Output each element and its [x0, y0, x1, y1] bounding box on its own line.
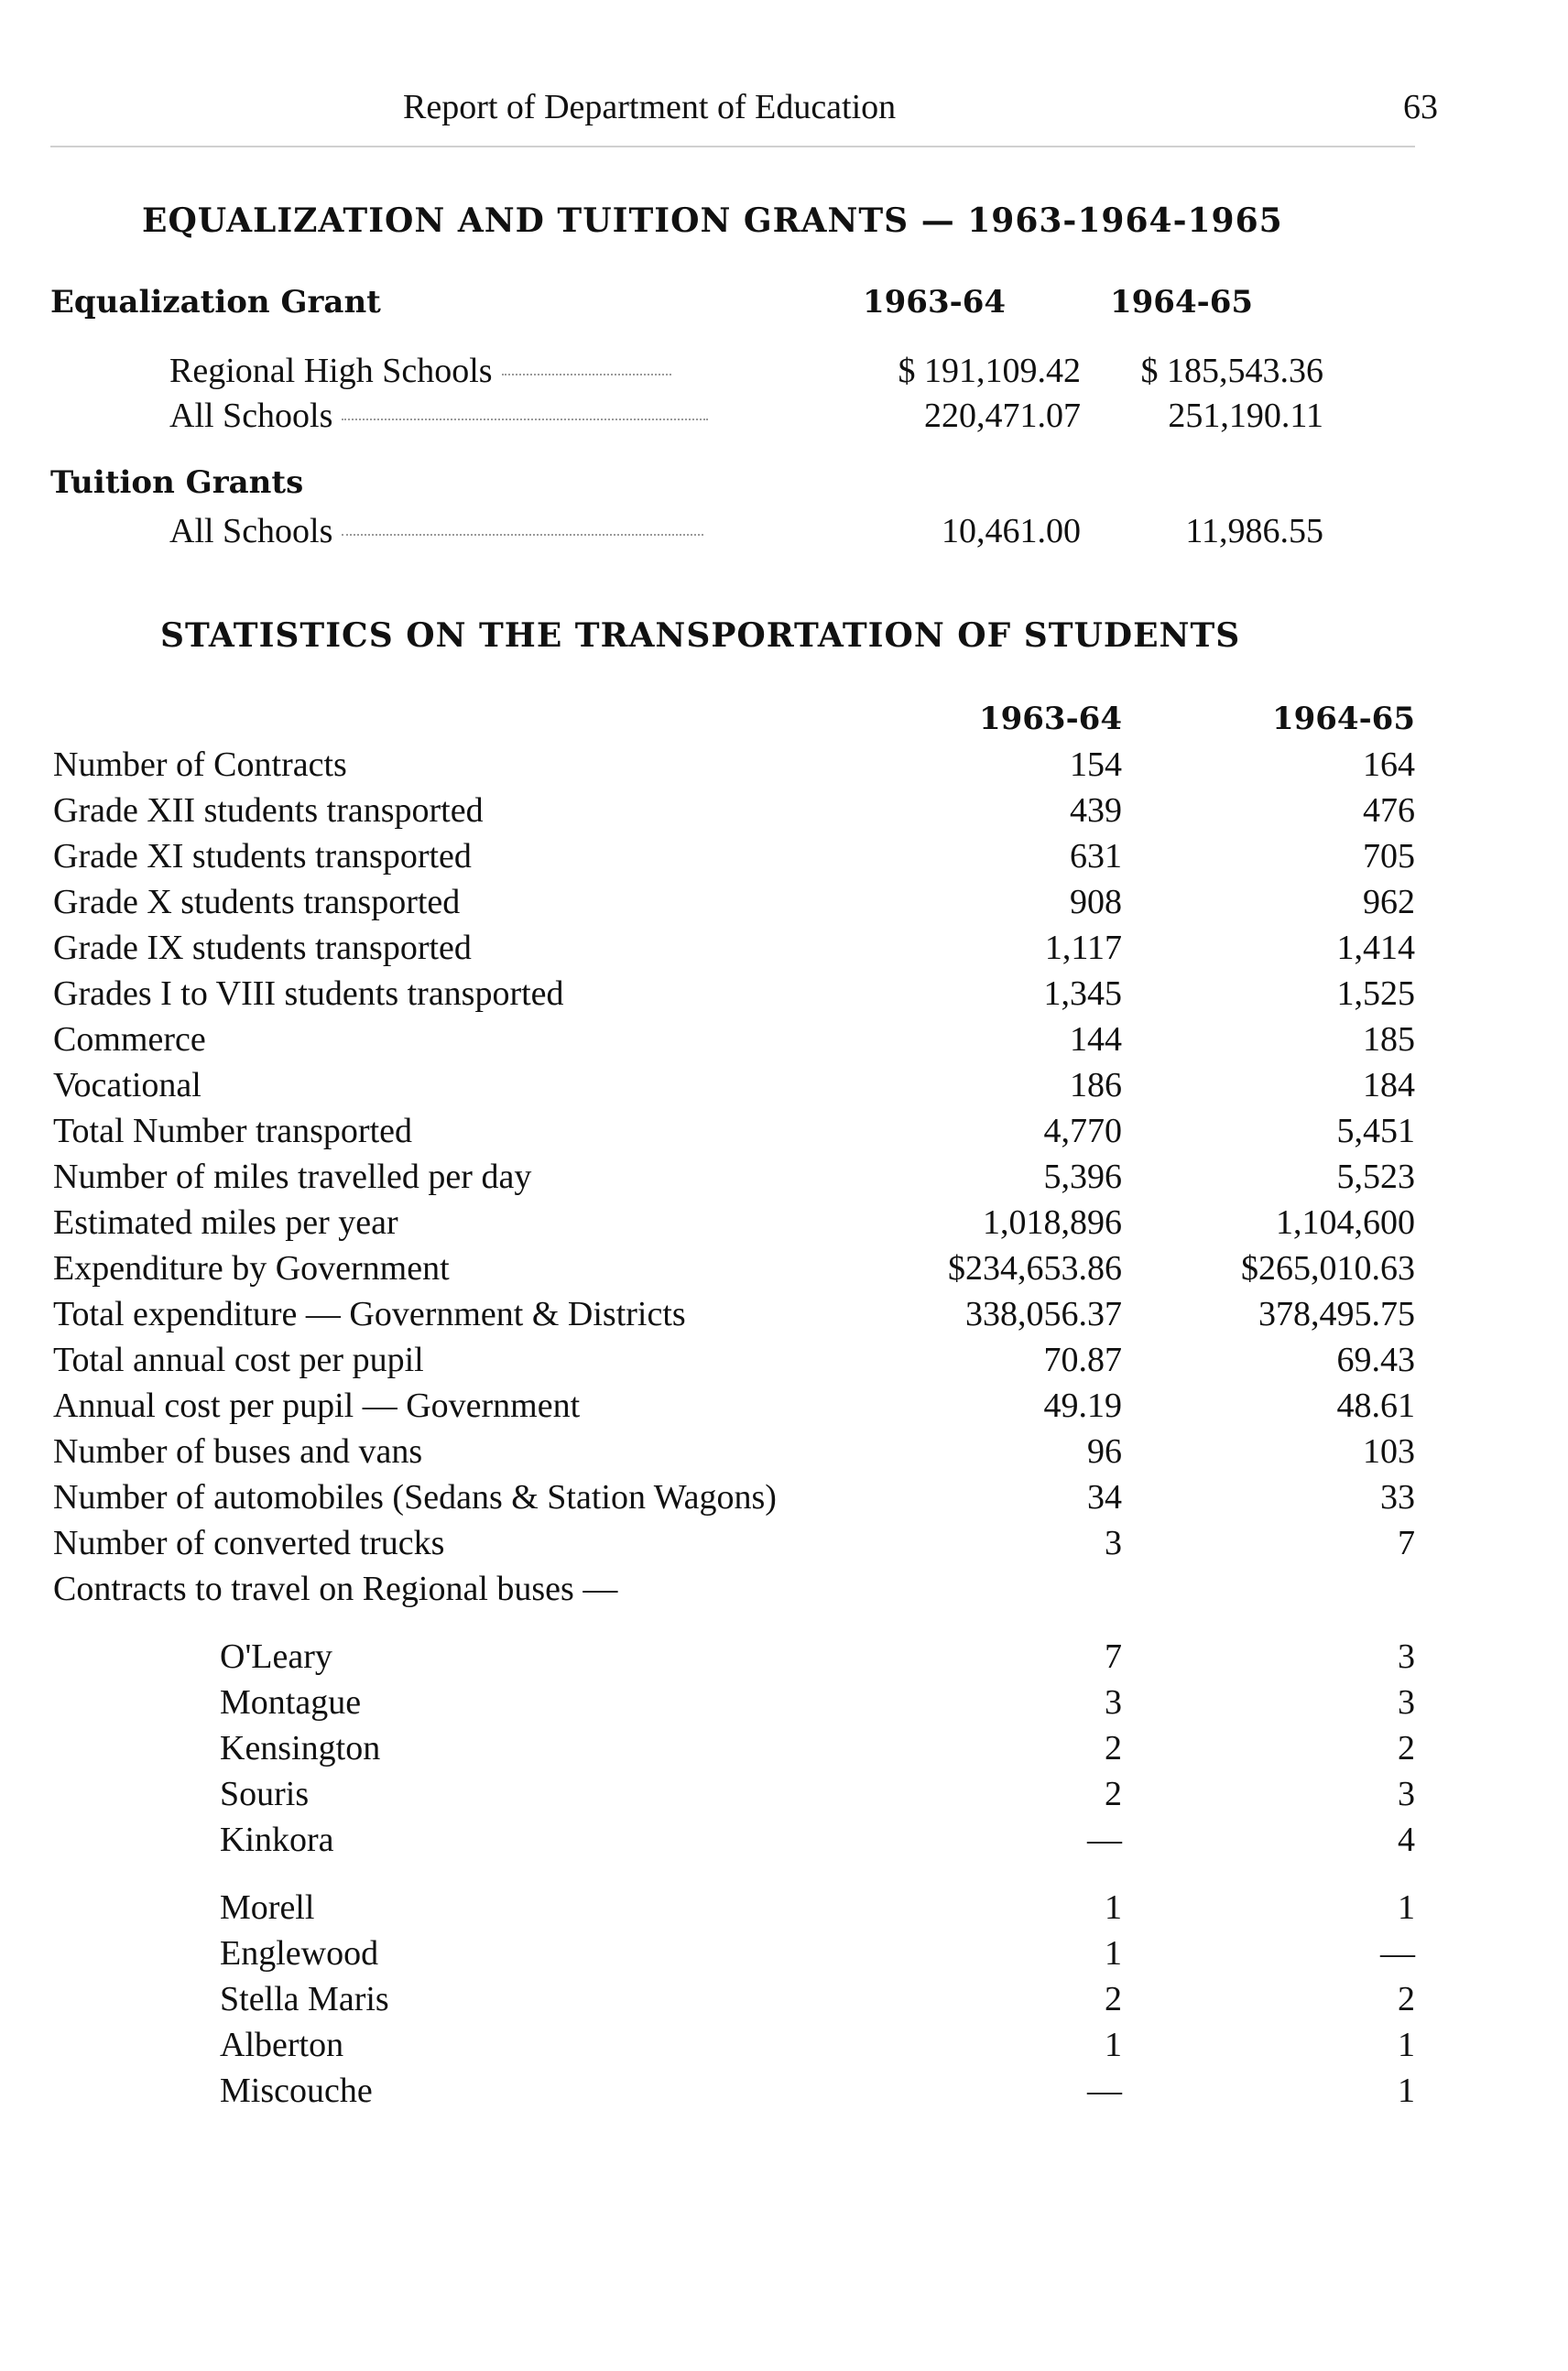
- transport-row-value-1963-64: 154: [1070, 745, 1122, 784]
- transport-row-value-1964-65: 1,525: [1336, 974, 1415, 1013]
- transport-row-label: Number of automobiles (Sedans & Station Wagons): [53, 1478, 777, 1517]
- grant-row-regional-high-schools: [169, 351, 671, 391]
- tuition-grants-heading: Tuition Grants: [50, 464, 304, 501]
- running-head-title: Report of Department of Education: [403, 88, 897, 126]
- transport-row-value-1963-64: 1,018,896: [983, 1203, 1122, 1242]
- grant-row-value-1964-65: $ 185,543.36: [1140, 352, 1323, 390]
- regional-row-value-1963-64: 1: [1105, 1934, 1122, 1973]
- regional-row-label: Englewood: [220, 1934, 379, 1973]
- transport-row-value-1964-65: 378,495.75: [1258, 1295, 1415, 1333]
- regional-row-value-1964-65: 3: [1398, 1683, 1415, 1722]
- regional-row-value-1964-65: 2: [1398, 1980, 1415, 2018]
- transport-col-1963-64: 1963-64: [978, 701, 1122, 737]
- regional-row-label: Morell: [220, 1888, 315, 1927]
- transport-row-label: Vocational: [53, 1066, 201, 1104]
- transport-row-value-1964-65: 5,523: [1336, 1158, 1415, 1196]
- regional-row-value-1964-65: 2: [1398, 1729, 1415, 1767]
- regional-row-label: Montague: [220, 1683, 362, 1722]
- regional-row-value-1963-64: 2: [1105, 1980, 1122, 2018]
- grant-row-label: Regional High Schools: [169, 352, 493, 390]
- regional-row-label: Kinkora: [220, 1821, 334, 1859]
- transport-row-label: Grades I to VIII students transported: [53, 974, 564, 1013]
- transport-row-label: Number of converted trucks: [53, 1524, 445, 1562]
- transport-row-value-1964-65: 69.43: [1336, 1341, 1415, 1379]
- transport-row-label: Total expenditure — Government & Districts: [53, 1295, 686, 1333]
- transport-row-label: Annual cost per pupil — Government: [53, 1387, 581, 1425]
- transport-row-value-1963-64: 96: [1087, 1432, 1122, 1471]
- transport-row-value-1963-64: 1,345: [1043, 974, 1122, 1013]
- regional-row-value-1963-64: 1: [1105, 2026, 1122, 2064]
- transport-row-value-1963-64: 49.19: [1043, 1387, 1122, 1425]
- transport-row-value-1964-65: 185: [1363, 1020, 1415, 1059]
- transport-row-label: Grade XI students transported: [53, 837, 472, 876]
- grant-row-all-schools: [169, 396, 708, 436]
- transport-row-value-1963-64: $234,653.86: [948, 1249, 1122, 1288]
- dot-leader: [502, 373, 671, 375]
- transport-row-label: Grade XII students transported: [53, 791, 484, 830]
- transport-row-label: Grade IX students transported: [53, 929, 472, 967]
- regional-row-label: O'Leary: [220, 1637, 332, 1676]
- grant-row-value-1963-64: $ 191,109.42: [898, 352, 1081, 390]
- transport-row-value-1964-65: 103: [1363, 1432, 1415, 1471]
- transport-row-value-1963-64: 186: [1070, 1066, 1122, 1104]
- equalization-grant-heading: Equalization Grant: [50, 284, 381, 321]
- transport-row-label: Grade X students transported: [53, 883, 461, 921]
- grants-col-1963-64: 1963-64: [862, 284, 1007, 321]
- transport-row-label: Number of buses and vans: [53, 1432, 423, 1471]
- regional-row-label: Kensington: [220, 1729, 381, 1767]
- regional-row-value-1964-65: 1: [1398, 1888, 1415, 1927]
- grant-row-value-1963-64: 220,471.07: [924, 397, 1081, 435]
- transport-row-label: Total Number transported: [53, 1112, 413, 1150]
- transport-row-value-1964-65: 7: [1398, 1524, 1415, 1562]
- regional-row-value-1963-64: 7: [1105, 1637, 1122, 1676]
- regional-row-value-1963-64: 1: [1105, 1888, 1122, 1927]
- regional-row-value-1964-65: 3: [1398, 1775, 1415, 1813]
- grants-col-1964-65: 1964-65: [1109, 284, 1254, 321]
- transport-row-value-1964-65: 164: [1363, 745, 1415, 784]
- regional-row-value-1963-64: 2: [1105, 1775, 1122, 1813]
- transport-row-label: Estimated miles per year: [53, 1203, 398, 1242]
- tuition-row-all-schools: [169, 511, 703, 551]
- header-rule: [50, 146, 1415, 147]
- tuition-row-value-1964-65: 11,986.55: [1185, 512, 1323, 550]
- transport-row-value-1963-64: 4,770: [1043, 1112, 1122, 1150]
- regional-row-label: Miscouche: [220, 2072, 373, 2110]
- transport-row-value-1963-64: 5,396: [1043, 1158, 1122, 1196]
- transport-row-value-1963-64: 34: [1087, 1478, 1122, 1517]
- grants-title: EQUALIZATION AND TUITION GRANTS — 1963-1964-1965: [142, 201, 1283, 240]
- document-page: [50, 87, 1438, 2110]
- transport-row-value-1963-64: 908: [1070, 883, 1122, 921]
- transport-title: STATISTICS ON THE TRANSPORTATION OF STUDENTS: [160, 616, 1241, 655]
- page-number: 63: [1403, 88, 1438, 126]
- transport-row-value-1964-65: 5,451: [1336, 1112, 1415, 1150]
- transport-table: [50, 701, 1415, 2212]
- dot-leader: [342, 418, 708, 420]
- transport-row-value-1963-64: 631: [1070, 837, 1122, 876]
- regional-row-value-1964-65: 1: [1398, 2072, 1415, 2110]
- transport-row-value-1963-64: 144: [1070, 1020, 1122, 1059]
- running-head: [50, 87, 1438, 142]
- grant-row-label: All Schools: [169, 397, 333, 435]
- regional-row-value-1963-64: —: [1087, 2072, 1122, 2110]
- regional-row-value-1964-65: 3: [1398, 1637, 1415, 1676]
- regional-row-label: Stella Maris: [220, 1980, 389, 2018]
- regional-row-label: Alberton: [220, 2026, 344, 2064]
- transport-row-value-1963-64: 338,056.37: [965, 1295, 1122, 1333]
- regional-row-value-1964-65: —: [1380, 1934, 1415, 1973]
- transport-row-label: Expenditure by Government: [53, 1249, 450, 1288]
- tuition-row-label: All Schools: [169, 512, 333, 550]
- regional-row-value-1963-64: —: [1087, 1821, 1122, 1859]
- regional-row-value-1963-64: 2: [1105, 1729, 1122, 1767]
- grant-row-value-1964-65: 251,190.11: [1168, 397, 1323, 435]
- transport-row-value-1964-65: 184: [1363, 1066, 1415, 1104]
- transport-row-label: Number of miles travelled per day: [53, 1158, 532, 1196]
- regional-row-label: Souris: [220, 1775, 310, 1813]
- transport-row-value-1963-64: 1,117: [1044, 929, 1122, 967]
- transport-row-value-1964-65: 962: [1363, 883, 1415, 921]
- transport-row-label: Total annual cost per pupil: [53, 1341, 424, 1379]
- dot-leader: [342, 533, 703, 536]
- transport-row-label: Commerce: [53, 1020, 206, 1059]
- transport-row-value-1963-64: 3: [1105, 1524, 1122, 1562]
- transport-row-value-1964-65: 476: [1363, 791, 1415, 830]
- regional-row-value-1964-65: 4: [1398, 1821, 1415, 1859]
- regional-row-value-1963-64: 3: [1105, 1683, 1122, 1722]
- transport-row-value-1963-64: 439: [1070, 791, 1122, 830]
- transport-row-value-1963-64: 70.87: [1043, 1341, 1122, 1379]
- transport-row-value-1964-65: 705: [1363, 837, 1415, 876]
- regional-row-value-1964-65: 1: [1398, 2026, 1415, 2064]
- transport-row-value-1964-65: 1,414: [1336, 929, 1415, 967]
- transport-row-label: Number of Contracts: [53, 745, 347, 784]
- regional-buses-heading: Contracts to travel on Regional buses —: [53, 1570, 618, 1608]
- transport-row-value-1964-65: 33: [1380, 1478, 1415, 1517]
- transport-row-value-1964-65: $265,010.63: [1241, 1249, 1415, 1288]
- transport-col-1964-65: 1964-65: [1271, 701, 1415, 737]
- transport-row-value-1964-65: 1,104,600: [1276, 1203, 1415, 1242]
- tuition-row-value-1963-64: 10,461.00: [942, 512, 1081, 550]
- transport-row-value-1964-65: 48.61: [1336, 1387, 1415, 1425]
